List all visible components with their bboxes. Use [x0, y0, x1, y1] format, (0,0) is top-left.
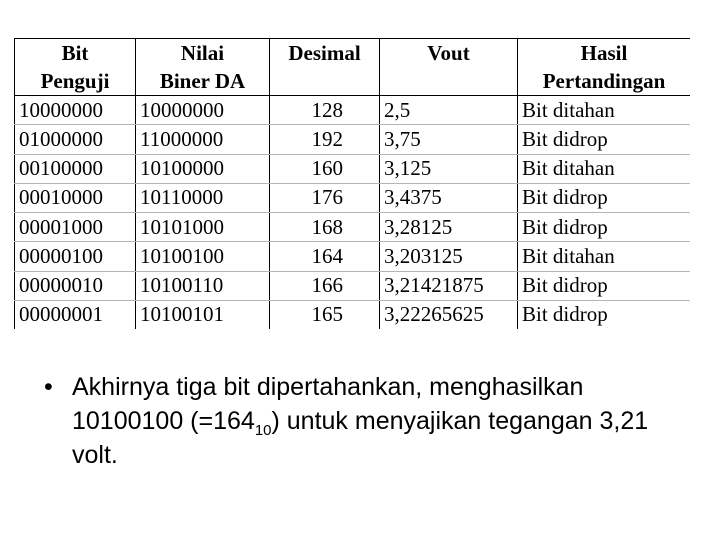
cell-nilai-biner: 10100000 [136, 154, 270, 183]
cell-hasil: Bit didrop [518, 271, 691, 300]
table-header-row [15, 39, 691, 96]
header-line: Nilai [180, 41, 225, 65]
header-vout [380, 39, 518, 96]
cell-vout: 3,203125 [380, 242, 518, 271]
header-line: Biner DA [159, 69, 246, 93]
header-nilai-biner-da [136, 39, 270, 96]
cell-desimal: 176 [270, 183, 380, 212]
cell-nilai-biner: 10000000 [136, 96, 270, 125]
cell-desimal: 168 [270, 213, 380, 242]
cell-nilai-biner: 10101000 [136, 213, 270, 242]
header-line: Bit [61, 41, 89, 65]
cell-bit-penguji: 00100000 [15, 154, 136, 183]
cell-vout: 3,75 [380, 125, 518, 154]
cell-bit-penguji: 00000001 [15, 300, 136, 329]
cell-desimal: 160 [270, 154, 380, 183]
cell-vout: 3,21421875 [380, 271, 518, 300]
cell-hasil: Bit didrop [518, 125, 691, 154]
summary-bullet [44, 370, 694, 472]
table-row [15, 213, 691, 242]
bullet-subscript: 10 [254, 422, 272, 439]
cell-vout: 2,5 [380, 96, 518, 125]
table-row [15, 125, 691, 154]
cell-bit-penguji: 01000000 [15, 125, 136, 154]
table-row [15, 271, 691, 300]
header-hasil-pertandingan [518, 39, 691, 96]
header-desimal [270, 39, 380, 96]
cell-nilai-biner: 10100101 [136, 300, 270, 329]
bullet-text-before: Akhirnya tiga bit dipertahankan, menghasilkan 10100100 (=164 [72, 373, 584, 435]
table-row [15, 96, 691, 125]
cell-nilai-biner: 11000000 [136, 125, 270, 154]
cell-vout: 3,22265625 [380, 300, 518, 329]
bullet-text-after: ) untuk menyajikan tegangan 3,21 volt. [72, 407, 649, 469]
cell-desimal: 128 [270, 96, 380, 125]
bullet-icon: • [44, 373, 53, 401]
sar-conversion-table [14, 38, 690, 329]
cell-hasil: Bit ditahan [518, 242, 691, 271]
cell-bit-penguji: 00000010 [15, 271, 136, 300]
cell-bit-penguji: 00001000 [15, 213, 136, 242]
cell-vout: 3,4375 [380, 183, 518, 212]
bullet-text [72, 370, 694, 472]
cell-hasil: Bit ditahan [518, 154, 691, 183]
cell-hasil: Bit didrop [518, 183, 691, 212]
header-line: Penguji [40, 69, 110, 93]
sar-table-container [14, 38, 690, 329]
cell-nilai-biner: 10100110 [136, 271, 270, 300]
cell-hasil: Bit ditahan [518, 96, 691, 125]
cell-desimal: 164 [270, 242, 380, 271]
cell-hasil: Bit didrop [518, 213, 691, 242]
table-row [15, 300, 691, 329]
header-line: Pertandingan [542, 69, 666, 93]
table-row [15, 242, 691, 271]
cell-desimal: 192 [270, 125, 380, 154]
cell-nilai-biner: 10100100 [136, 242, 270, 271]
cell-nilai-biner: 10110000 [136, 183, 270, 212]
header-line: Vout [427, 41, 470, 65]
cell-vout: 3,28125 [380, 213, 518, 242]
cell-desimal: 165 [270, 300, 380, 329]
table-row [15, 183, 691, 212]
cell-desimal: 166 [270, 271, 380, 300]
cell-vout: 3,125 [380, 154, 518, 183]
cell-bit-penguji: 00000100 [15, 242, 136, 271]
header-bit-penguji [15, 39, 136, 96]
cell-bit-penguji: 00010000 [15, 183, 136, 212]
header-line: Desimal [288, 41, 361, 65]
header-line: Hasil [580, 41, 628, 65]
cell-hasil: Bit didrop [518, 300, 691, 329]
table-row [15, 154, 691, 183]
cell-bit-penguji: 10000000 [15, 96, 136, 125]
